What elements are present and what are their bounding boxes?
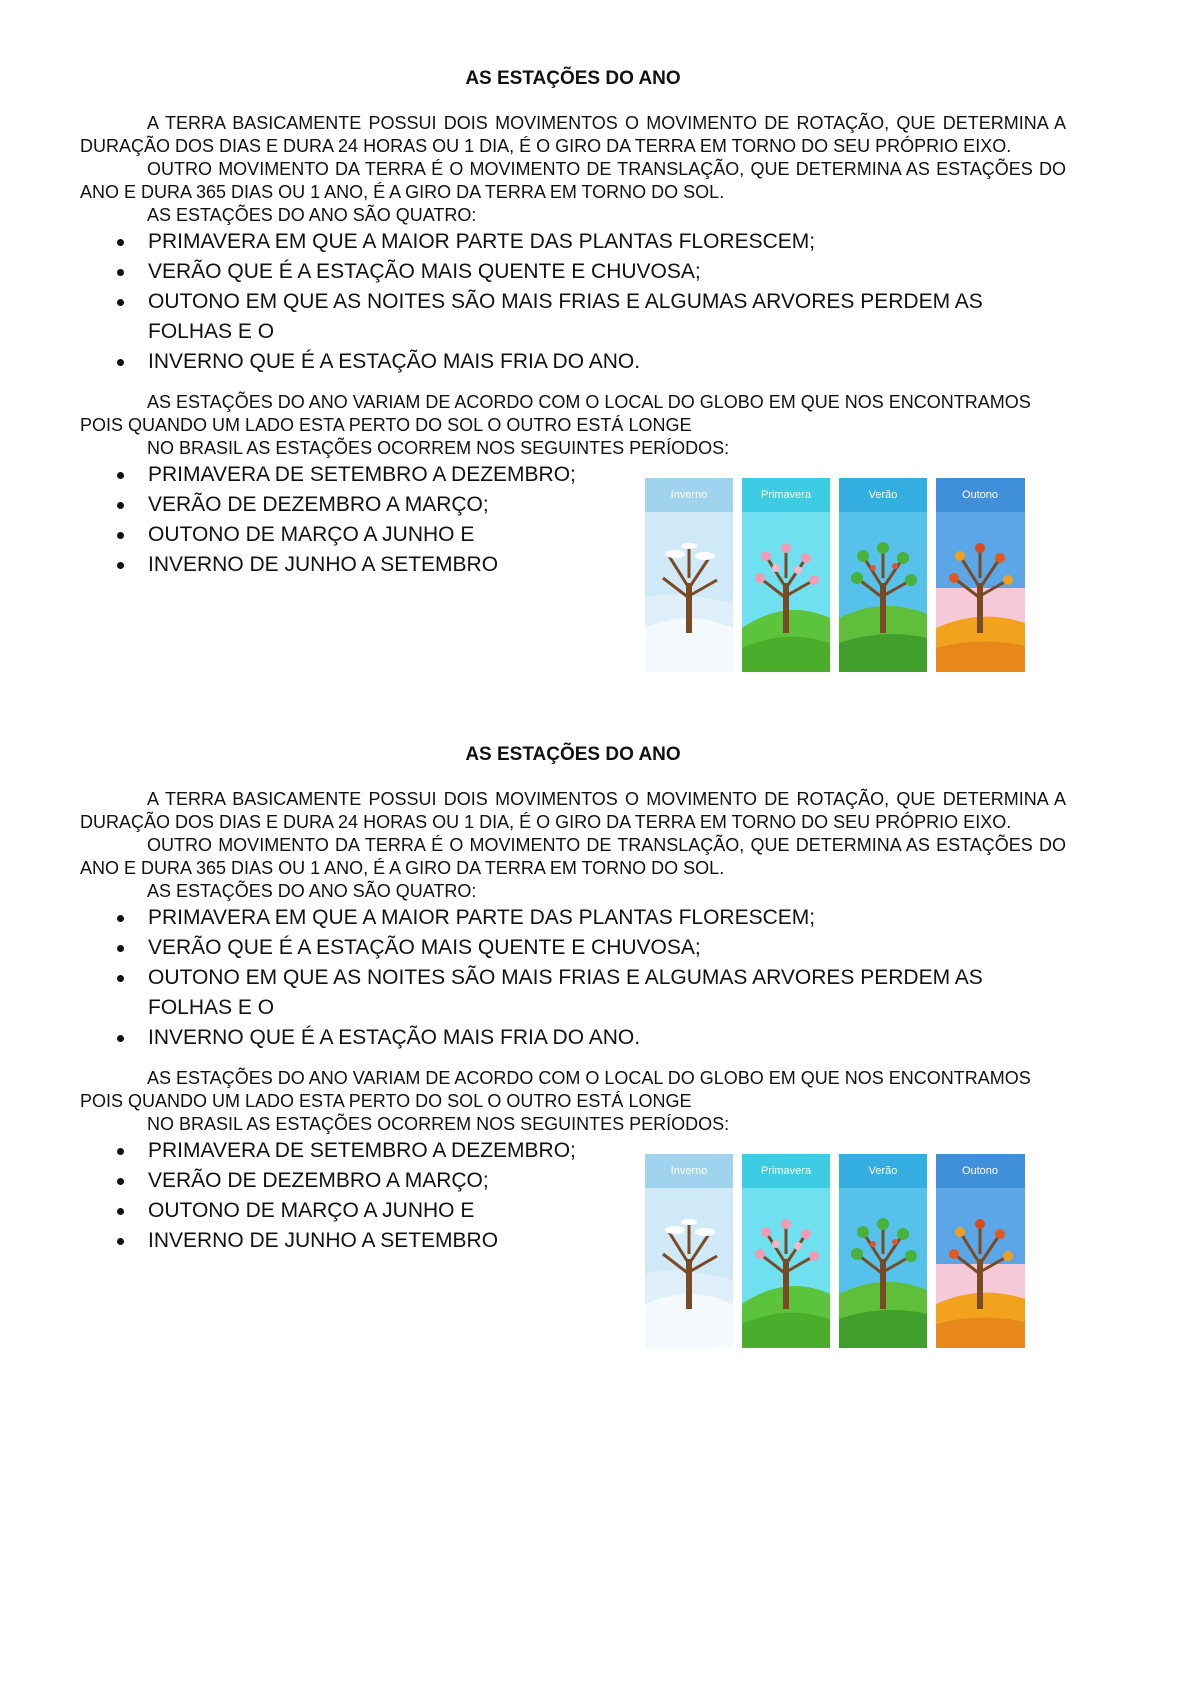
image-label-autumn: Outono [961,489,999,501]
bullet-icon [117,1208,124,1215]
list-item-text: INVERNO DE JUNHO A SETEMBRO [148,1229,499,1252]
bullet-icon [117,472,124,479]
bullet-icon [117,239,124,246]
page-title: AS ESTAÇÕES DO ANO [465,68,681,89]
periods-block [80,1136,1066,1256]
paragraph-four-seasons: AS ESTAÇÕES DO ANO SÃO QUATRO: [147,205,477,225]
paragraph-globe: AS ESTAÇÕES DO ANO VARIAM DE ACORDO COM O LOCAL DO GLOBO EM QUE NOS ENCONTRAMOS POIS QUANDO UM LADO ESTA PERTO DO SOL O OUTRO ESTÁ LONGE [80,392,1031,435]
paragraph-globe: AS ESTAÇÕES DO ANO VARIAM DE ACORDO COM O LOCAL DO GLOBO EM QUE NOS ENCONTRAMOS POIS QUANDO UM LADO ESTA PERTO DO SOL O OUTRO ESTÁ LONGE [80,1068,1031,1111]
list-item-text: OUTONO EM QUE AS NOITES SÃO MAIS FRIAS E ALGUMAS ARVORES PERDEM AS FOLHAS E O [148,966,983,1019]
seasons-illustration [645,1154,1025,1348]
paragraph-translation: OUTRO MOVIMENTO DA TERRA É O MOVIMENTO DE TRANSLAÇÃO, QUE DETERMINA AS ESTAÇÕES DO ANO E DURA 365 DIAS OU 1 ANO, É A GIRO DA TERRA EM TORNO DO SOL. [80,835,1066,878]
list-item-text: VERÃO QUE É A ESTAÇÃO MAIS QUENTE E CHUVOSA; [148,936,701,959]
list-item-text: INVERNO QUE É A ESTAÇÃO MAIS FRIA DO ANO. [148,350,641,373]
bullet-icon [117,915,124,922]
list-item-text: OUTONO DE MARÇO A JUNHO E [148,523,475,546]
periods-block [80,460,1066,580]
list-item-text: PRIMAVERA EM QUE A MAIOR PARTE DAS PLANTAS FLORESCEM; [148,230,816,253]
image-label-spring: Primavera [760,489,812,501]
image-label-summer: Verão [868,489,898,501]
panel-winter [645,478,733,672]
seasons-list [80,227,1066,377]
list-item [80,1023,1066,1053]
list-item [80,227,1066,257]
image-label-summer: Verão [868,1165,898,1177]
bullet-icon [117,299,124,306]
list-item [80,933,1066,963]
list-item [80,347,1066,377]
list-item [80,903,1066,933]
panel-winter [645,1154,733,1348]
paragraph-translation: OUTRO MOVIMENTO DA TERRA É O MOVIMENTO DE TRANSLAÇÃO, QUE DETERMINA AS ESTAÇÕES DO ANO E DURA 365 DIAS OU 1 ANO, É A GIRO DA TERRA EM TORNO DO SOL. [80,159,1066,202]
image-label-winter: Inverno [670,489,708,501]
list-item [80,287,1066,347]
image-label-winter: Inverno [670,1165,708,1177]
section-1 [80,64,1066,580]
section-2 [80,740,1066,1256]
list-item-text: INVERNO QUE É A ESTAÇÃO MAIS FRIA DO ANO. [148,1026,641,1049]
bullet-icon [117,502,124,509]
bullet-icon [117,1035,124,1042]
bullet-icon [117,1238,124,1245]
page-title: AS ESTAÇÕES DO ANO [465,744,681,765]
paragraph-rotation: A TERRA BASICAMENTE POSSUI DOIS MOVIMENTOS O MOVIMENTO DE ROTAÇÃO, QUE DETERMINA A DURAÇÃO DOS DIAS E DURA 24 HORAS OU 1 DIA, É O GIRO DA TERRA EM TORNO DO SEU PRÓPRIO EIXO. [80,113,1066,156]
paragraph-four-seasons: AS ESTAÇÕES DO ANO SÃO QUATRO: [147,881,477,901]
list-item-text: OUTONO DE MARÇO A JUNHO E [148,1199,475,1222]
list-item [80,963,1066,1023]
image-label-spring: Primavera [760,1165,812,1177]
paragraph-brasil: NO BRASIL AS ESTAÇÕES OCORREM NOS SEGUINTES PERÍODOS: [147,438,730,458]
list-item-text: VERÃO QUE É A ESTAÇÃO MAIS QUENTE E CHUVOSA; [148,260,701,283]
bullet-icon [117,269,124,276]
bullet-icon [117,532,124,539]
panel-spring [742,478,830,672]
list-item [80,257,1066,287]
list-item-text: OUTONO EM QUE AS NOITES SÃO MAIS FRIAS E ALGUMAS ARVORES PERDEM AS FOLHAS E O [148,290,983,343]
bullet-icon [117,945,124,952]
seasons-illustration [645,478,1025,672]
bullet-icon [117,1178,124,1185]
bullet-icon [117,975,124,982]
list-item-text: VERÃO DE DEZEMBRO A MARÇO; [148,493,489,516]
bullet-icon [117,562,124,569]
paragraph-brasil: NO BRASIL AS ESTAÇÕES OCORREM NOS SEGUINTES PERÍODOS: [147,1114,730,1134]
paragraph-rotation: A TERRA BASICAMENTE POSSUI DOIS MOVIMENTOS O MOVIMENTO DE ROTAÇÃO, QUE DETERMINA A DURAÇÃO DOS DIAS E DURA 24 HORAS OU 1 DIA, É O GIRO DA TERRA EM TORNO DO SEU PRÓPRIO EIXO. [80,789,1066,832]
seasons-list [80,903,1066,1053]
image-label-autumn: Outono [961,1165,999,1177]
bullet-icon [117,359,124,366]
list-item-text: PRIMAVERA DE SETEMBRO A DEZEMBRO; [148,463,576,486]
list-item-text: PRIMAVERA DE SETEMBRO A DEZEMBRO; [148,1139,576,1162]
list-item-text: PRIMAVERA EM QUE A MAIOR PARTE DAS PLANTAS FLORESCEM; [148,906,816,929]
list-item-text: INVERNO DE JUNHO A SETEMBRO [148,553,499,576]
bullet-icon [117,1148,124,1155]
panel-spring [742,1154,830,1348]
panel-summer [839,1154,927,1348]
list-item-text: VERÃO DE DEZEMBRO A MARÇO; [148,1169,489,1192]
panel-autumn [936,1154,1025,1348]
panel-autumn [936,478,1025,672]
panel-summer [839,478,927,672]
